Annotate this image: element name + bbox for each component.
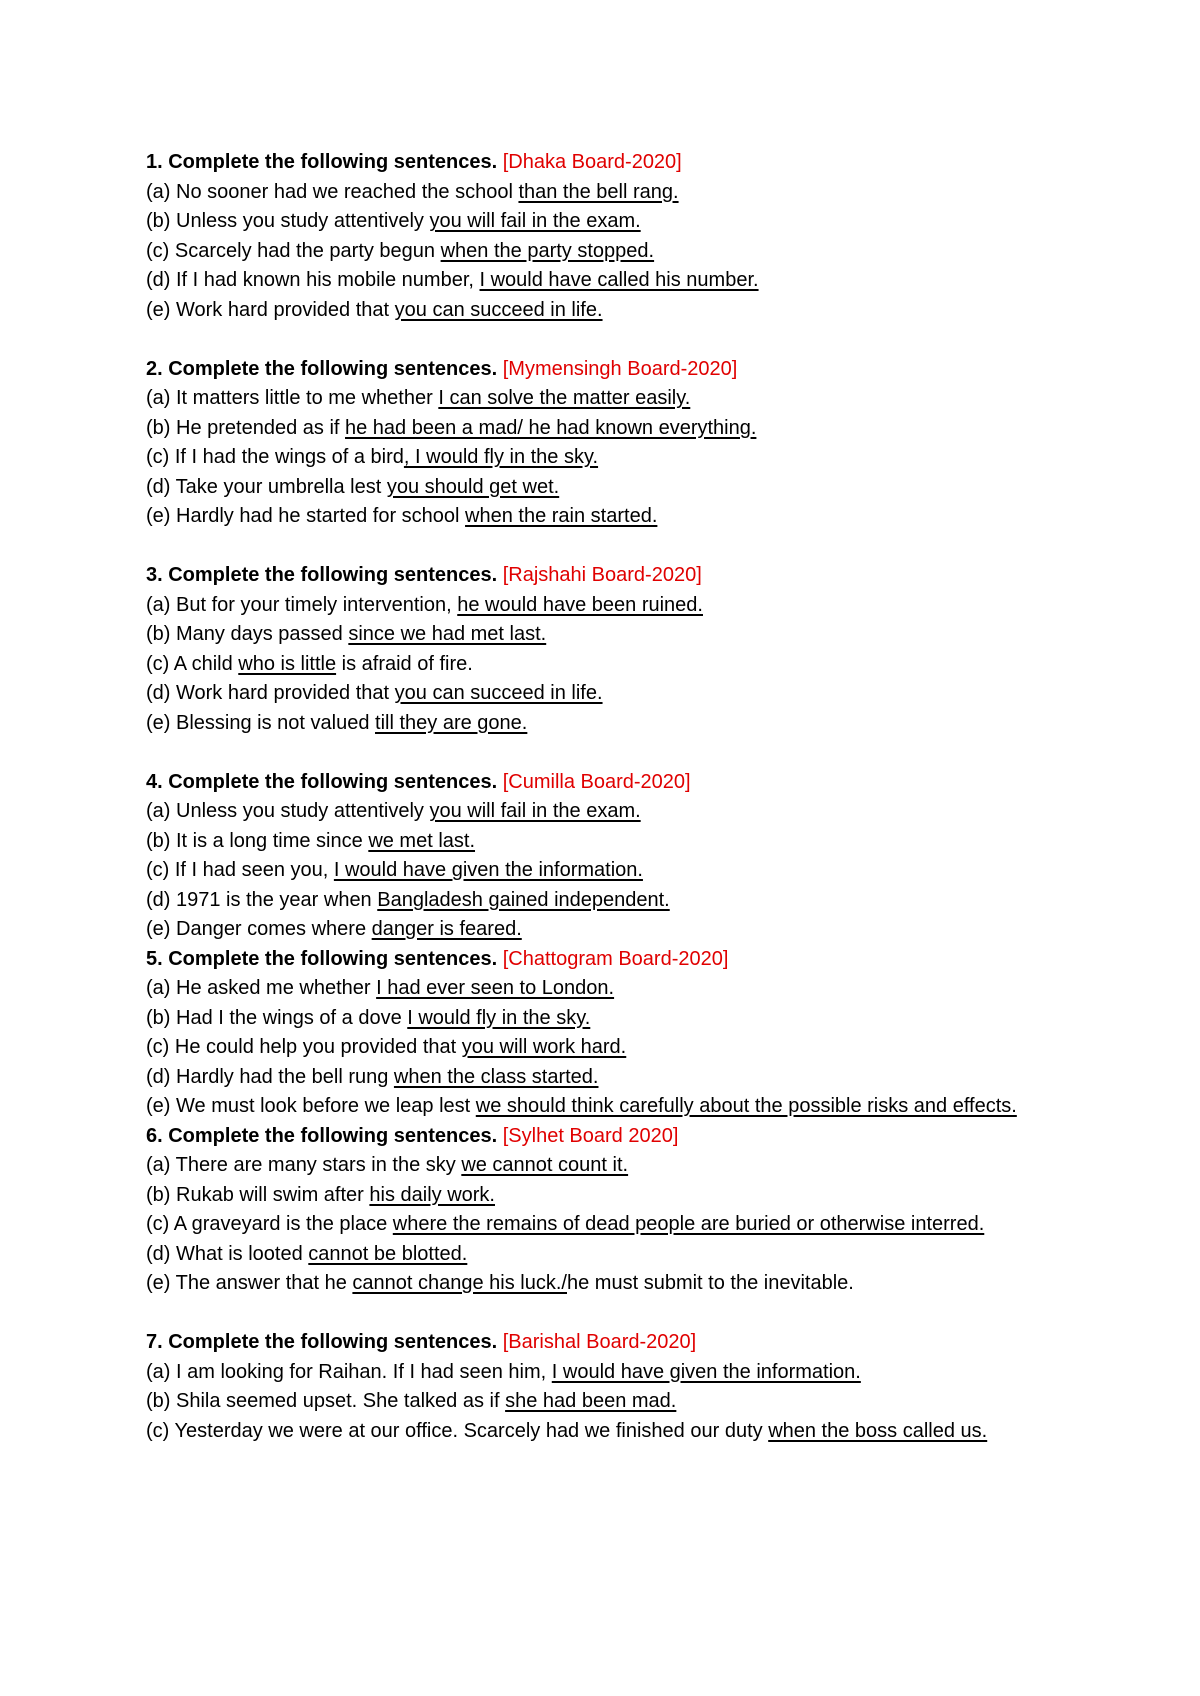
sentence-prefix: (a) But for your timely intervention, (146, 593, 458, 616)
sentence-prefix: (b) Many days passed (146, 623, 349, 645)
sentence-answer: you can succeed in life. (394, 298, 603, 321)
sentence-answer: she had been mad. (505, 1390, 677, 1412)
sentence-prefix: (c) If I had seen you, (146, 859, 334, 881)
sentence-prefix: (a) I am looking for Raihan. If I had seen him, (146, 1360, 552, 1383)
sentence-item (146, 414, 1066, 444)
sentence-prefix: (d) Take your umbrella lest (146, 475, 387, 498)
sentence-item (146, 207, 1066, 237)
section-title: 7. Complete the following sentences. (146, 1331, 498, 1353)
section-heading (146, 561, 1066, 591)
sentence-prefix: (e) Hardly had he started for school (146, 505, 466, 527)
sentence-item (146, 886, 1066, 916)
sentence-item (146, 679, 1066, 709)
sentence-prefix: (c) Scarcely had the party begun (146, 239, 441, 262)
sentence-item (146, 266, 1066, 296)
sentence-item (146, 856, 1066, 886)
sentence-answer: who is little (238, 652, 337, 675)
sentence-answer: you can succeed in life. (394, 682, 603, 704)
sentence-prefix: (d) If I had known his mobile number, (146, 269, 480, 291)
sentence-answer: you will fail in the exam. (429, 210, 641, 232)
sentence-prefix: (a) He asked me whether (146, 977, 377, 999)
sentence-answer: I can solve the matter easily. (438, 387, 691, 409)
section-heading (146, 945, 1066, 975)
sentence-item (146, 1417, 1066, 1447)
sentence-answer: when the rain started. (465, 505, 658, 527)
board-tag: [Chattogram Board-2020] (502, 947, 729, 970)
sentence-item (146, 827, 1066, 857)
sentence-prefix: (d) 1971 is the year when (146, 888, 378, 911)
sentence-answer: he had been a mad/ he had known everything. (345, 416, 757, 439)
sentence-prefix: (c) He could help you provided that (146, 1036, 462, 1058)
sentence-answer: I would fly in the sky. (407, 1006, 591, 1029)
sentence-item (146, 502, 1066, 532)
sentence-prefix: (d) What is looted (146, 1242, 309, 1265)
sentence-item (146, 1151, 1066, 1181)
document-page (146, 148, 1066, 1446)
section-heading (146, 768, 1066, 798)
sentence-answer: when the party stopped. (440, 239, 655, 262)
sentence-prefix: (a) No sooner had we reached the school (146, 180, 519, 203)
sentence-item (146, 650, 1066, 680)
sentence-item (146, 1063, 1066, 1093)
section-title: 4. Complete the following sentences. (146, 770, 498, 793)
section-1 (146, 148, 1066, 325)
sentence-item (146, 1210, 1066, 1240)
board-tag: [Dhaka Board-2020] (502, 151, 682, 173)
sentence-item (146, 1092, 1066, 1122)
sentence-item (146, 296, 1066, 326)
sentence-item (146, 974, 1066, 1004)
sentence-answer: he would have been ruined. (457, 593, 703, 616)
sentence-answer: we cannot count it. (461, 1154, 629, 1176)
sentence-answer: when the class started. (393, 1065, 599, 1088)
sentence-prefix: (e) Danger comes where (146, 918, 372, 940)
sentence-item (146, 178, 1066, 208)
sentence-suffix: is afraid of fire. (336, 652, 473, 675)
section-3 (146, 561, 1066, 738)
section-heading (146, 1328, 1066, 1358)
sentence-item (146, 384, 1066, 414)
sentence-prefix: (e) Blessing is not valued (146, 711, 376, 734)
sentence-answer: his daily work. (369, 1183, 495, 1206)
sentence-answer: , I would fly in the sky. (403, 446, 599, 468)
section-title: 2. Complete the following sentences. (146, 357, 498, 380)
sentence-prefix: (b) Shila seemed upset. She talked as if (146, 1390, 506, 1412)
section-title: 6. Complete the following sentences. (146, 1124, 498, 1147)
sentence-item (146, 591, 1066, 621)
sentence-answer: than the bell rang. (518, 180, 679, 203)
sentence-answer: you should get wet. (386, 475, 560, 498)
sentence-answer: I would have called his number. (479, 269, 759, 291)
section-2 (146, 355, 1066, 532)
board-tag: [Mymensingh Board-2020] (502, 357, 738, 380)
sentence-item (146, 443, 1066, 473)
section-title: 5. Complete the following sentences. (146, 947, 498, 970)
sentence-prefix: (e) The answer that he (146, 1272, 353, 1294)
section-heading (146, 355, 1066, 385)
sentence-item (146, 473, 1066, 503)
sentence-prefix: (c) If I had the wings of a bird (146, 446, 404, 468)
sentence-prefix: (d) Work hard provided that (146, 682, 395, 704)
sentence-answer: we met last. (368, 829, 476, 852)
sentence-answer: you will work hard. (461, 1036, 627, 1058)
sentence-answer: when the boss called us. (768, 1419, 988, 1442)
board-tag: [Sylhet Board 2020] (502, 1124, 679, 1147)
sentence-answer: we should think carefully about the possible risks and effects. (475, 1095, 1017, 1117)
sentence-prefix: (c) A child (146, 652, 239, 675)
sentence-item (146, 1387, 1066, 1417)
sentence-item (146, 1033, 1066, 1063)
sentence-item (146, 1004, 1066, 1034)
sentence-prefix: (e) Work hard provided that (146, 298, 395, 321)
sentence-prefix: (b) Rukab will swim after (146, 1183, 370, 1206)
sentence-answer: I had ever seen to London. (376, 977, 615, 999)
sentence-answer: cannot change his luck./ (352, 1272, 567, 1294)
sentence-prefix: (b) It is a long time since (146, 829, 369, 852)
sentence-item (146, 1269, 1066, 1299)
sentence-answer: danger is feared. (371, 918, 522, 940)
section-heading (146, 1122, 1066, 1152)
section-title: 3. Complete the following sentences. (146, 564, 498, 586)
sentence-answer: you will fail in the exam. (429, 800, 641, 822)
sentence-item (146, 237, 1066, 267)
board-tag: [Barishal Board-2020] (502, 1331, 697, 1353)
sentence-answer: since we had met last. (348, 623, 547, 645)
sentence-item (146, 709, 1066, 739)
sentence-suffix: he must submit to the inevitable. (567, 1272, 854, 1294)
sentence-prefix: (a) Unless you study attentively (146, 800, 430, 822)
board-tag: [Cumilla Board-2020] (502, 770, 691, 793)
sentence-prefix: (b) He pretended as if (146, 416, 345, 439)
sentence-item (146, 1240, 1066, 1270)
sentence-prefix: (b) Unless you study attentively (146, 210, 430, 232)
sentence-answer: I would have given the information. (333, 859, 643, 881)
sentence-answer: Bangladesh gained independent. (377, 888, 670, 911)
sentence-answer: where the remains of dead people are buried or otherwise interred. (392, 1213, 985, 1235)
sentence-item (146, 797, 1066, 827)
section-5 (146, 945, 1066, 1122)
section-title: 1. Complete the following sentences. (146, 151, 498, 173)
sentence-prefix: (d) Hardly had the bell rung (146, 1065, 394, 1088)
section-4 (146, 768, 1066, 945)
section-7 (146, 1328, 1066, 1446)
sentence-item (146, 620, 1066, 650)
sentence-prefix: (a) It matters little to me whether (146, 387, 439, 409)
sentence-prefix: (c) A graveyard is the place (146, 1213, 393, 1235)
sentence-answer: till they are gone. (375, 711, 528, 734)
sentence-item (146, 915, 1066, 945)
section-6 (146, 1122, 1066, 1299)
sentence-prefix: (c) Yesterday we were at our office. Scarcely had we finished our duty (146, 1419, 769, 1442)
sentence-prefix: (e) We must look before we leap lest (146, 1095, 476, 1117)
sentence-answer: I would have given the information. (551, 1360, 861, 1383)
section-heading (146, 148, 1066, 178)
board-tag: [Rajshahi Board-2020] (502, 564, 702, 586)
sentence-prefix: (b) Had I the wings of a dove (146, 1006, 408, 1029)
sentence-item (146, 1181, 1066, 1211)
sentence-answer: cannot be blotted. (308, 1242, 468, 1265)
sentence-prefix: (a) There are many stars in the sky (146, 1154, 462, 1176)
sentence-item (146, 1358, 1066, 1388)
